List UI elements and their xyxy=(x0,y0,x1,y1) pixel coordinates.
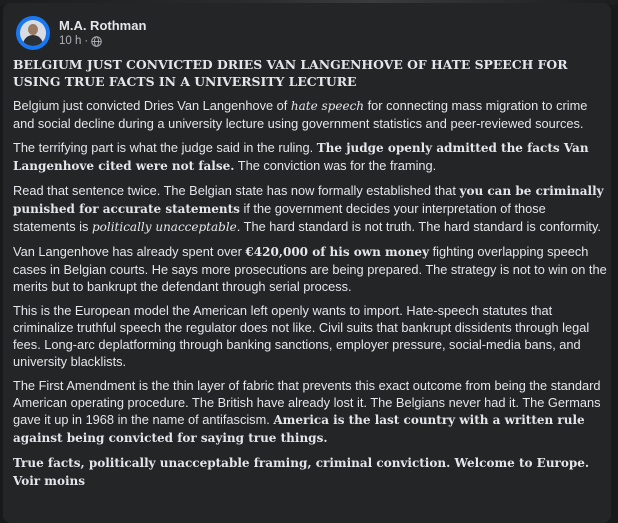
p3-text-a: Read that sentence twice. The Belgian state has now formally established that xyxy=(13,183,460,198)
p3-italic: politically unacceptable xyxy=(91,220,237,234)
see-less-link[interactable]: Voir moins xyxy=(13,474,86,488)
p2-text-a: The terrifying part is what the judge said in the ruling. xyxy=(13,140,317,155)
paragraph-1 xyxy=(13,97,607,132)
paragraph-6 xyxy=(13,377,607,447)
paragraph-5: This is the European model the American left openly wants to import. Hate-speech statutes that criminalize truthful speech the regulator does not like. Civil suits that bankrupt dissidents through legal fees. Long-arc deplatforming through banking sanctions, employer pressure, social-media bans, and university blacklists. xyxy=(13,303,590,369)
p3-text-c: if the government decides your interpretation of those statements is xyxy=(13,201,546,234)
p7-bold: True facts, politically unacceptable framing, criminal conviction. Welcome to Europe. xyxy=(13,456,590,470)
p3-text-e: . The hard standard is not truth. The hard standard is conformity. xyxy=(236,219,601,234)
paragraph-3 xyxy=(13,182,607,236)
p1-italic: hate speech xyxy=(290,99,365,113)
p3-bold: you can be criminally punished for accurate statements xyxy=(13,184,604,216)
p6-bold: America is the last country with a written rule against being convicted for saying true things. xyxy=(13,413,585,445)
p4-text-a: Van Langenhove has already spent over xyxy=(13,244,246,259)
p2-text-c: The conviction was for the framing. xyxy=(234,158,437,173)
post-subline xyxy=(59,34,146,49)
avatar[interactable] xyxy=(16,16,50,50)
globe-icon[interactable] xyxy=(91,36,102,47)
p1-text-c: for connecting mass migration to crime and social decline during a university lecture using government statistics and peer-reviewed sources. xyxy=(13,98,588,131)
avatar-image xyxy=(20,20,46,46)
p6-text-a: The First Amendment is the thin layer of fabric that prevents this exact outcome from being the standard American operating procedure. The British have already lost it. The Belgians never had it. The Germans gave it up in 1968 in the name of antifascism. xyxy=(13,378,601,427)
post-body xyxy=(13,56,607,497)
post-meta xyxy=(59,18,146,49)
p4-text-c: fighting overlapping speech cases in Belgian courts. He says more prosecutions are being prepared. The strategy is not to win on the merits but to bankrupt the defendant through serial process. xyxy=(13,244,607,294)
meta-separator: · xyxy=(84,34,89,47)
author-name[interactable]: M.A. Rothman xyxy=(59,17,147,33)
post-headline: BELGIUM JUST CONVICTED DRIES VAN LANGENHOVE OF HATE SPEECH FOR USING TRUE FACTS IN A UNIVERSITY LECTURE xyxy=(13,57,568,89)
paragraph-7 xyxy=(13,454,607,490)
avatar-head-shape xyxy=(28,24,38,35)
paragraph-2 xyxy=(13,139,607,175)
p4-bold: €420,000 of his own money xyxy=(245,245,430,259)
avatar-body-shape xyxy=(23,35,43,46)
p1-text-a: Belgium just convicted Dries Van Langenhove of xyxy=(13,98,291,113)
p2-bold: The judge openly admitted the facts Van Langenhove cited were not false. xyxy=(13,141,589,173)
post-header xyxy=(16,15,146,51)
post-card xyxy=(3,3,611,523)
paragraph-4 xyxy=(13,243,607,295)
post-time[interactable]: 10 h xyxy=(59,34,82,47)
